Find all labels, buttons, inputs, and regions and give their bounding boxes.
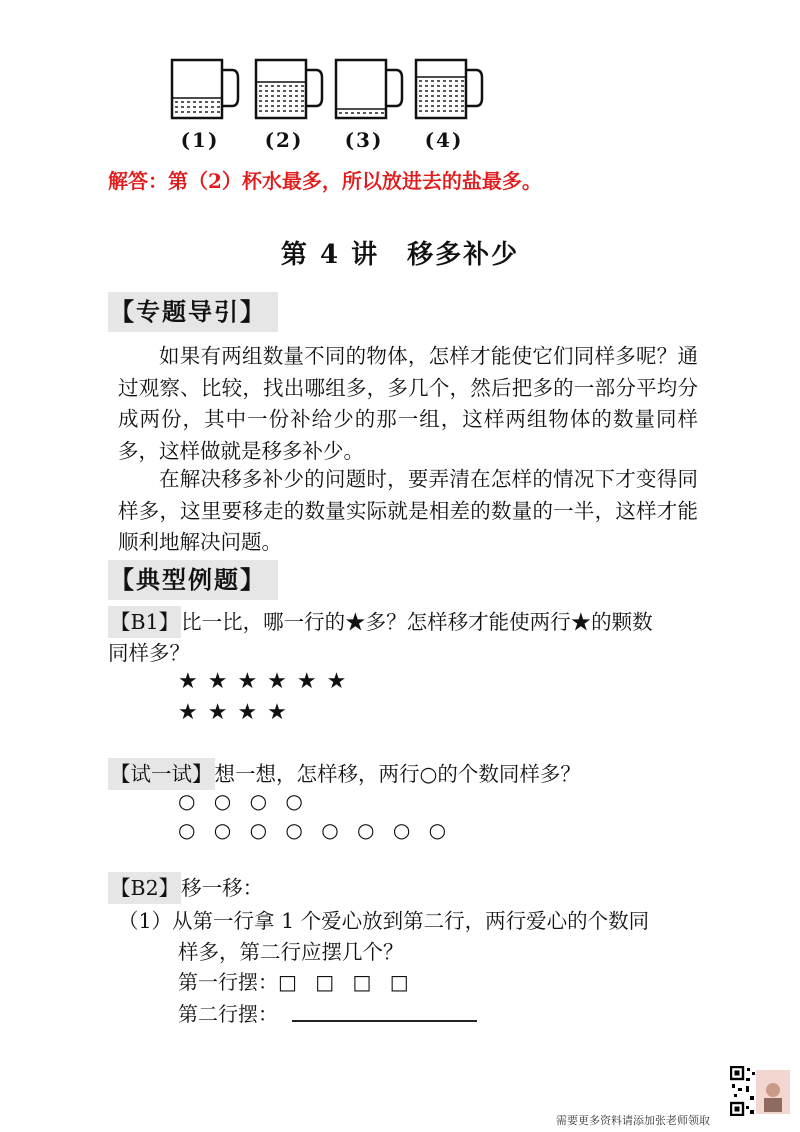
cups-illustration [170,58,490,158]
water-fill [256,82,306,118]
cup-3 [334,58,414,158]
cup-label: (1) [180,128,220,152]
sub-index: （1） [118,909,173,933]
circles-row-2: ○ ○ ○ ○ ○ ○ ○ ○ [178,818,453,842]
try-it [108,758,581,790]
water-fill [416,77,466,118]
box-row: □ □ □ □ [278,970,415,994]
example-b1 [108,606,653,638]
cup-2 [254,58,334,158]
section-header-examples: 【典型例题】 [108,560,278,600]
section-header-intro: 【专题导引】 [108,292,278,332]
answer-text: 解答：第（2）杯水最多，所以放进去的盐最多。 [108,169,542,193]
example-tag: 【B1】 [108,606,181,638]
mug-handle [306,70,322,106]
mug-icon [334,58,406,122]
lecture-title: 第 4 讲 移多补少 [280,240,520,270]
cup-label: (3) [344,128,384,152]
b2-sub-question [118,905,649,937]
row1-arrangement [178,966,415,995]
b2-sub-question-line2: 样多，第二行应摆几个？ [178,940,404,964]
sub-text: 从第一行拿 1 个爱心放到第二行，两行爱心的个数同 [172,909,650,933]
stars-row-2: ★★★★ [178,700,297,725]
water-fill [172,98,222,118]
intro-paragraph-1: 如果有两组数量不同的物体，怎样才能使它们同样多呢？通过观察、比较，找出哪组多，多几个，然后把多的一部分平均分成两份，其中一份补给少的那一组，这样两组物体的数量同样多，这样做就是移多补少。 [118,344,698,463]
qr-code-icon [730,1066,792,1116]
circles-row-1: ○ ○ ○ ○ [178,789,309,813]
footer-note: 需要更多资料请添加张老师领取 [556,1114,710,1127]
mug-icon [170,58,242,122]
row2-arrangement [178,998,278,1027]
example-b2 [108,872,263,904]
example-b1-line2: 同样多？ [108,641,190,665]
cup-4 [414,58,494,158]
example-text: 比一比，哪一行的★多？怎样移才能使两行★的颗数 [181,610,653,634]
example-tag: 【B2】 [108,872,181,904]
mug-handle [222,70,238,106]
stars-row-1: ★★★★★★ [178,669,357,694]
cup-label: (4) [424,128,464,152]
example-tag: 【试一试】 [108,758,215,790]
cup-label: (2) [264,128,304,152]
intro-paragraph-2: 在解决移多补少的问题时，要弄清在怎样的情况下才变得同样多，这里要移走的数量实际就是相差的数量的一半，这样才能顺利地解决问题。 [118,467,698,554]
mug-handle [466,70,482,106]
row-label: 第二行摆： [178,1002,278,1026]
answer-blank[interactable] [292,1020,477,1022]
row-label: 第一行摆： [178,970,278,994]
mug-handle [386,70,402,106]
mug-icon [254,58,326,122]
water-fill [336,109,386,118]
mug-icon [414,58,486,122]
cup-1 [170,58,250,158]
example-text: 移一移： [181,876,264,900]
example-text: 想一想，怎样移，两行○的个数同样多？ [214,762,581,786]
